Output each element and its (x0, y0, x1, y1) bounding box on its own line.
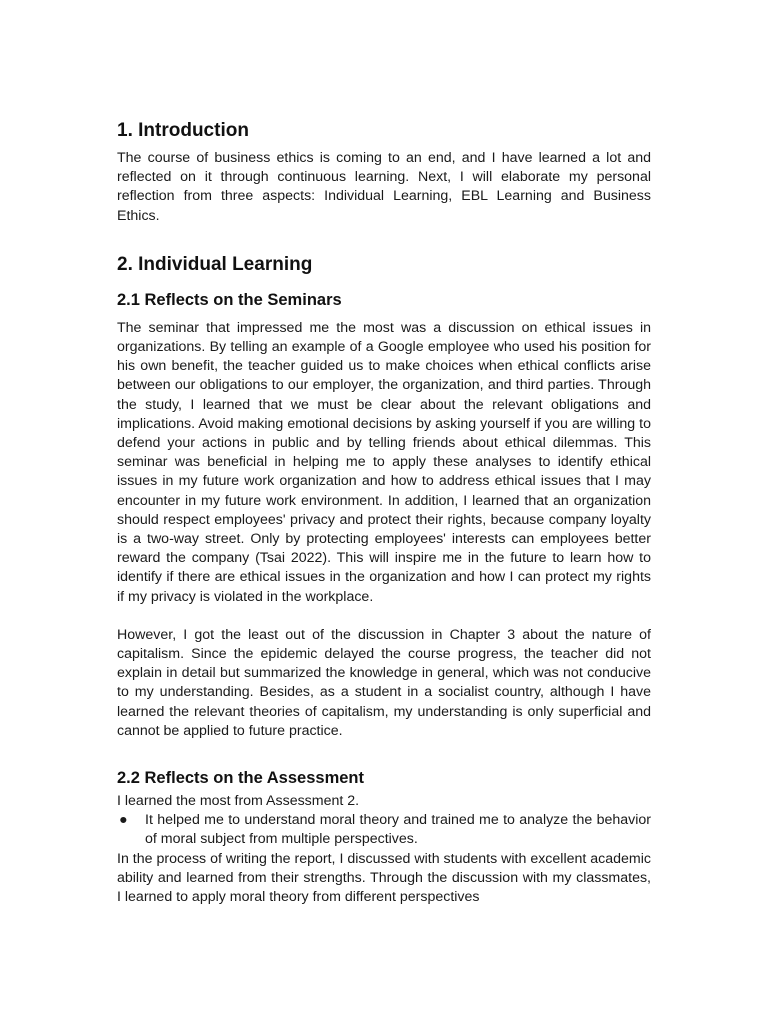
document-body (117, 118, 651, 907)
bullet-icon: ● (119, 812, 128, 829)
heading-assessment: 2.2 Reflects on the Assessment (117, 769, 364, 788)
assessment-paragraph: In the process of writing the report, I discussed with students with excellent academic ability and learned from their strengths. Through the discussion with my classmates, I learned to apply moral theory from different perspectives (117, 850, 651, 906)
bullet-text: It helped me to understand moral theory and trained me to analyze the behavior of moral subject from multiple perspectives. (145, 812, 651, 848)
intro-paragraph: The course of business ethics is coming to an end, and I have learned a lot and reflected on it through continuous learning. Next, I will elaborate my personal reflection from three aspects: Individual Learning, EBL Learning and Business Ethics. (117, 150, 651, 224)
seminars-paragraph-2: However, I got the least out of the discussion in Chapter 3 about the nature of capitalism. Since the epidemic delayed the course progress, the teacher did not explain in detail but summarized the knowledge in general, which was not conducive to my understanding. Besides, as a student in a socialist country, although I have learned the relevant theories of capitalism, my understanding is only superficial and cannot be applied to future practice. (117, 626, 651, 739)
heading-individual-learning: 2. Individual Learning (117, 253, 313, 275)
bullet-item (117, 811, 651, 849)
seminars-paragraph-1: The seminar that impressed me the most was a discussion on ethical issues in organizations. By telling an example of a Google employee who used his position for his own benefit, the teacher guided us to make choices when ethical conflicts arise between our obligations to our employer, the organization, and third parties. Through the study, I learned that we must be clear about the relevant obligations and implications. Avoid making emotional decisions by asking yourself if you are willing to defend your actions in public and by telling friends about ethical dilemmas. This seminar was beneficial in helping me to apply these analyses to identify ethical issues in my future work organization and how to address ethical issues that I may encounter in my future work environment. In addition, I learned that an organization should respect employees' privacy and protect their rights, because company loyalty is a two-way street. Only by protecting employees' interests can employees better reward the company (Tsai 2022). This will inspire me in the future to learn how to identify if there are ethical issues in the organization and how I can protect my rights if my privacy is violated in the workplace. (117, 319, 651, 605)
heading-introduction: 1. Introduction (117, 120, 249, 141)
heading-seminars: 2.1 Reflects on the Seminars (117, 290, 342, 309)
assessment-line: I learned the most from Assessment 2. (117, 793, 360, 810)
